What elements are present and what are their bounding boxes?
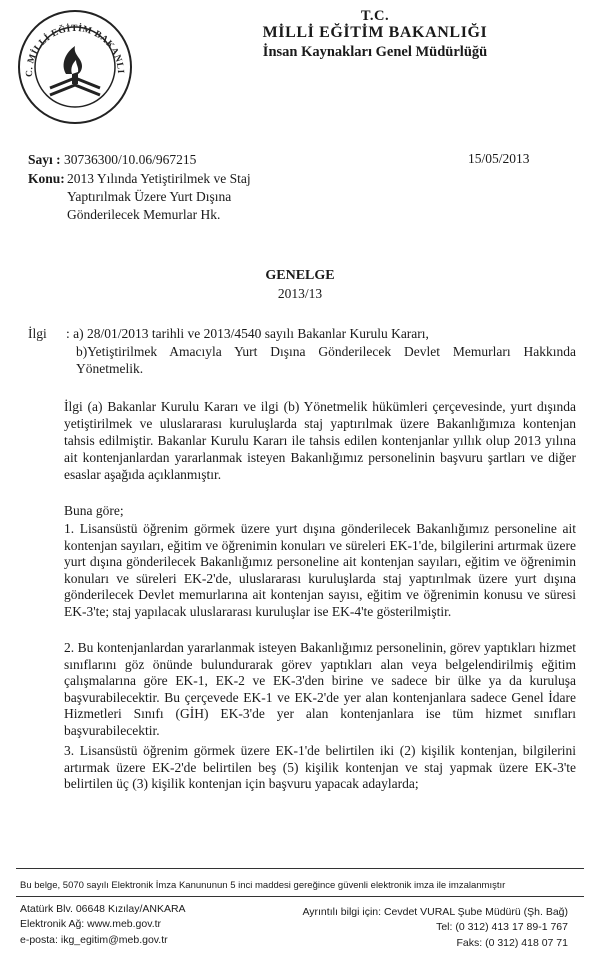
letterhead <box>150 8 600 62</box>
reference-item: : a) 28/01/2013 tarihli ve 2013/4540 sayılı Bakanlar Kurulu Kararı, <box>66 326 429 341</box>
circular-title <box>0 267 600 303</box>
list-item: 2. Bu kontenjanlardan yararlanmak isteyen Bakanlığımız personelinin, görev yaptıkları hizmet sınıflarını göz önünde bulundurarak görev yaptıkları alan veya belgelendirilmiş eğitim çalışmalarına göre EK-1, EK-2 ve EK-3'den birine ve sadece bir ülke ya da kuruluşa başvurabilecektir. Bu çerçevede EK-1 ve EK-2'de yer alan kontenjanlara sadece Genel İdare Hizmetleri Sınıfı (GİH) EK-3'de yer alan kontenjanlara ise tüm hizmet sınıfları başvurabilecektir. <box>64 640 576 738</box>
address: Atatürk Blv. 06648 Kızılay/ANKARA <box>20 903 186 915</box>
konu-line: Yaptırılmak Üzere Yurt Dışına <box>67 189 232 204</box>
list-item: 1. Lisansüstü öğrenim görmek üzere yurt dışına gönderilecek Bakanlığımız personeline ait kontenjan sayıları, eğitim ve öğrenimin konuları ve süreleri EK-1'de, bilgilerini artırmak üzere yurt dışına gönderilecek Bakanlığımız personeline ait kontenjan sayıları, eğitim ve öğrenimin konuları ve süreleri EK-2'de, uluslararası kuruluşlarda staj yaptırılmak üzere yurt dışına gönderilecek Devlet memurlarına ait kontenjan sayısı, eğitim ve öğrenimin konusu ve süresi EK-3'te; staj yapılacak uluslararası kuruluşlar ise EK-4'te gösterilmiştir. <box>64 521 576 619</box>
email: e-posta: ikg_egitim@meb.gov.tr <box>20 934 168 946</box>
sayi-value: 30736300/10.06/967215 <box>64 152 197 167</box>
reference-item: b)Yetiştirilmek Amacıyla Yurt Dışına Gönderilecek Devlet Memurları Hakkında Yönetmelik. <box>76 344 576 376</box>
konu-text <box>67 170 251 224</box>
sayi-label: Sayı : <box>28 152 61 167</box>
list-item: 3. Lisansüstü öğrenim görmek üzere EK-1'de belirtilen iki (2) kişilik kontenjan, bilgilerini artırmak üzere EK-2'de belirtilen beş (5) kişilik kontenjan ve staj yapmak üzere EK-3'te belirtilen üç (3) kişilik kontenjan için başvuru yapacak adaylarda; <box>64 743 576 791</box>
header-department: İnsan Kaynakları Genel Müdürlüğü <box>262 44 488 60</box>
header-tc: T.C. <box>360 8 390 24</box>
footer-divider <box>16 868 584 869</box>
sayi-row <box>28 151 196 169</box>
circular-heading: GENELGE <box>265 268 335 283</box>
svg-text:T.C. MİLLİ EĞİTİM BAKANLIĞI: C. MİLLİ EĞİTİM BAKANLI <box>24 23 126 78</box>
website: Elektronik Ağ: www.meb.gov.tr <box>20 918 162 930</box>
e-signature-note: Bu belge, 5070 sayılı Elektronik İmza Kanununun 5 inci maddesi gereğince güvenli elektronik imza ile imzalanmıştır <box>20 880 506 891</box>
reference-label: İlgi <box>28 326 47 341</box>
footer-divider <box>16 896 584 897</box>
document-date: 15/05/2013 <box>468 151 530 166</box>
konu-line: 2013 Yılında Yetiştirilmek ve Staj <box>67 171 251 186</box>
konu-line: Gönderilecek Memurlar Hk. <box>67 207 221 222</box>
ministry-seal-icon <box>16 8 134 126</box>
header-ministry: MİLLİ EĞİTİM BAKANLIĞI <box>262 24 488 41</box>
buna-gore: Buna göre; <box>64 503 124 518</box>
intro-paragraph: İlgi (a) Bakanlar Kurulu Kararı ve ilgi (b) Yönetmelik hükümleri çerçevesinde, yurt dışında yetiştirilmek ve uluslararası kuruluşlarda staj yaptırılmak üzere Bakanlığımıza kontenjan tahsis edilmiştir. Bakanlar Kurulu Kararı ile tahsis edilen kontenjanlar yıllık olup 2013 yılına ait kontenjanlardan yararlanmak isteyen Bakanlığımız personelinin başvuru şartları ve diğer esaslar aşağıda açıklanmıştır. <box>64 399 576 482</box>
fax: Faks: (0 312) 418 07 71 <box>456 937 568 949</box>
circular-number: 2013/13 <box>277 286 323 301</box>
telephone: Tel: (0 312) 413 17 89-1 767 <box>436 921 568 933</box>
contact-person: Ayrıntılı bilgi için: Cevdet VURAL Şube Müdürü (Şh. Bağ) <box>302 906 568 918</box>
konu-label: Konu: <box>28 171 65 186</box>
